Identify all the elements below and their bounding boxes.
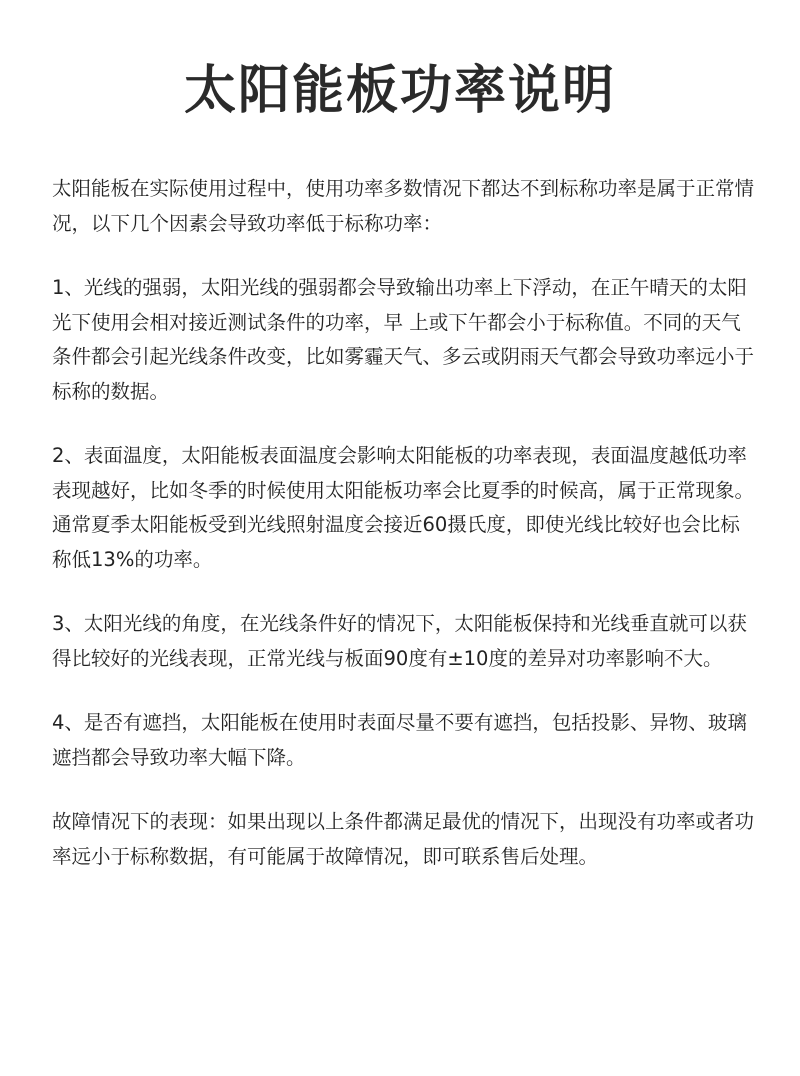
intro-paragraph: 太阳能板在实际使用过程中，使用功率多数情况下都达不到标称功率是属于正常情况，以下几个因素会导致功率低于标称功率：: [52, 177, 755, 235]
factor-angle-paragraph: 3、太阳光线的角度，在光线条件好的情况下，太阳能板保持和光线垂直就可以获得比较好的光线表现，正常光线与板面90度有±10度的差异对功率影响不大。: [52, 612, 747, 670]
document-body: [52, 172, 757, 904]
fault-paragraph: 故障情况下的表现：如果出现以上条件都满足最优的情况下，出现没有功率或者功率远小于标称数据，有可能属于故障情况，即可联系售后处理。: [52, 810, 755, 868]
factor-shading-paragraph: 4、是否有遮挡，太阳能板在使用时表面尽量不要有遮挡，包括投影、异物、玻璃遮挡都会导致功率大幅下降。: [52, 711, 747, 769]
factor-light-paragraph: 1、光线的强弱，太阳光线的强弱都会导致输出功率上下浮动，在正午晴天的太阳光下使用会相对接近测试条件的功率，早 上或下午都会小于标称值。不同的天气条件都会引起光线条件改变，比如雾霾天气、多云或阴雨天气都会导致功率远小于标称的数据。: [52, 276, 755, 403]
factor-temperature-paragraph: 2、表面温度，太阳能板表面温度会影响太阳能板的功率表现，表面温度越低功率表现越好，比如冬季的时候使用太阳能板功率会比夏季的时候高，属于正常现象。通常夏季太阳能板受到光线照射温度会接近60摄氏度，即使光线比较好也会比标称低13%的功率。: [52, 444, 755, 571]
page-title: 太阳能板功率说明: [183, 61, 616, 121]
